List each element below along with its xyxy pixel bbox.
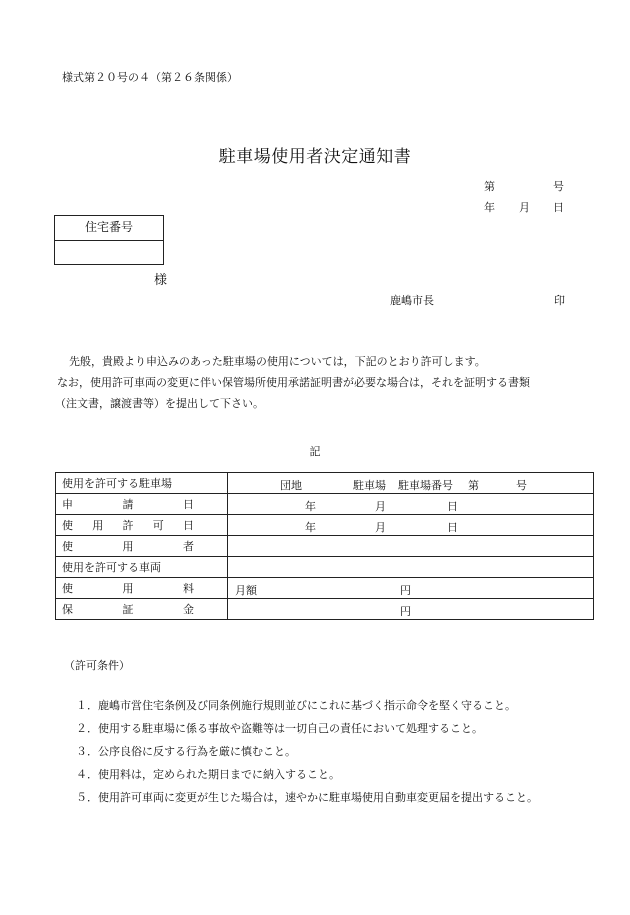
- table-row: [56, 557, 594, 578]
- label-char: 許: [122, 519, 134, 532]
- yen-unit: 円: [400, 605, 411, 618]
- label-char: 保: [62, 603, 73, 616]
- parking-label: 駐車場: [353, 479, 386, 492]
- list-item: ３．公序良俗に反する行為を厳に慎むこと。: [76, 745, 296, 758]
- house-number-box: [54, 215, 164, 265]
- row-value-permit-date: [228, 515, 594, 536]
- label-char: 請: [122, 498, 134, 511]
- monthly-label: 月額: [235, 584, 257, 597]
- conditions-list: [76, 694, 538, 809]
- list-item: ４．使用料は，定められた期日までに納入すること。: [76, 768, 340, 781]
- number-prefix: 第: [484, 180, 495, 193]
- table-row: [56, 494, 594, 515]
- table-row: [56, 536, 594, 557]
- label-char: 料: [183, 582, 194, 595]
- label-char: 者: [183, 540, 194, 553]
- label-char: 用: [122, 582, 134, 595]
- ki-heading: 記: [309, 445, 321, 458]
- body-line-1: 先般，貴殿より申込みのあった駐車場の使用については，下記のとおり許可します。: [69, 355, 486, 368]
- issuer-name: 鹿嶋市長: [390, 294, 434, 307]
- row-value-fee: [228, 578, 594, 599]
- label-char: 使: [62, 582, 73, 595]
- document-title: 駐車場使用者決定通知書: [218, 147, 412, 167]
- list-item: ５．使用許可車両に変更が生じた場合は，速やかに駐車場使用自動車変更届を提出すること。: [76, 791, 538, 804]
- label-char: 使: [62, 519, 73, 532]
- danchi-label: 団地: [280, 479, 302, 492]
- row-label-application-date: [56, 494, 228, 515]
- date-year: 年: [305, 521, 316, 534]
- row-value-deposit: [228, 599, 594, 620]
- date-month: 月: [519, 201, 530, 214]
- yen-unit: 円: [400, 584, 411, 597]
- label-char: 可: [152, 519, 164, 532]
- parking-go: 号: [516, 479, 527, 492]
- date-day: 日: [447, 521, 458, 534]
- permit-table: [55, 472, 594, 620]
- house-number-label: 住宅番号: [55, 216, 163, 241]
- label-char: 金: [183, 603, 194, 616]
- label-char: 用: [92, 519, 104, 532]
- body-line-2: なお，使用許可車両の変更に伴い保管場所使用承諾証明書が必要な場合は，それを証明する書類: [57, 376, 530, 389]
- label-char: 日: [183, 519, 194, 532]
- parking-dai: 第: [468, 479, 479, 492]
- row-value-application-date: [228, 494, 594, 515]
- row-label-vehicle: 使用を許可する車両: [56, 557, 228, 578]
- conditions-heading: （許可条件）: [64, 659, 130, 672]
- table-row: [56, 578, 594, 599]
- row-value-vehicle: [228, 557, 594, 578]
- table-row: [56, 515, 594, 536]
- label-char: 日: [183, 498, 194, 511]
- table-row: [56, 599, 594, 620]
- date-day: 日: [553, 201, 564, 214]
- honorific: 様: [154, 273, 168, 288]
- row-label-user: [56, 536, 228, 557]
- date-day: 日: [447, 500, 458, 513]
- row-label-deposit: [56, 599, 228, 620]
- seal-mark: 印: [554, 294, 565, 307]
- row-value-parking: [228, 473, 594, 494]
- body-line-3: （注文書，譲渡書等）を提出して下さい。: [55, 397, 264, 410]
- date-year: 年: [484, 201, 495, 214]
- parking-number-label: 駐車場番号: [398, 479, 453, 492]
- list-item: ２．使用する駐車場に係る事故や盗難等は一切自己の責任において処理すること。: [76, 722, 483, 735]
- row-label-permit-date: [56, 515, 228, 536]
- table-row: [56, 473, 594, 494]
- number-suffix: 号: [553, 180, 564, 193]
- label-char: 使: [62, 540, 73, 553]
- row-label-fee: [56, 578, 228, 599]
- row-value-user: [228, 536, 594, 557]
- date-month: 月: [375, 500, 386, 513]
- date-year: 年: [305, 500, 316, 513]
- label-char: 用: [122, 540, 134, 553]
- label-char: 申: [62, 498, 73, 511]
- form-number: 様式第２０号の４（第２６条関係）: [62, 71, 238, 84]
- list-item: １．鹿嶋市営住宅条例及び同条例施行規則並びにこれに基づく指示命令を堅く守ること。: [76, 699, 516, 712]
- label-char: 証: [122, 603, 134, 616]
- date-month: 月: [375, 521, 386, 534]
- row-label-parking: 使用を許可する駐車場: [56, 473, 228, 494]
